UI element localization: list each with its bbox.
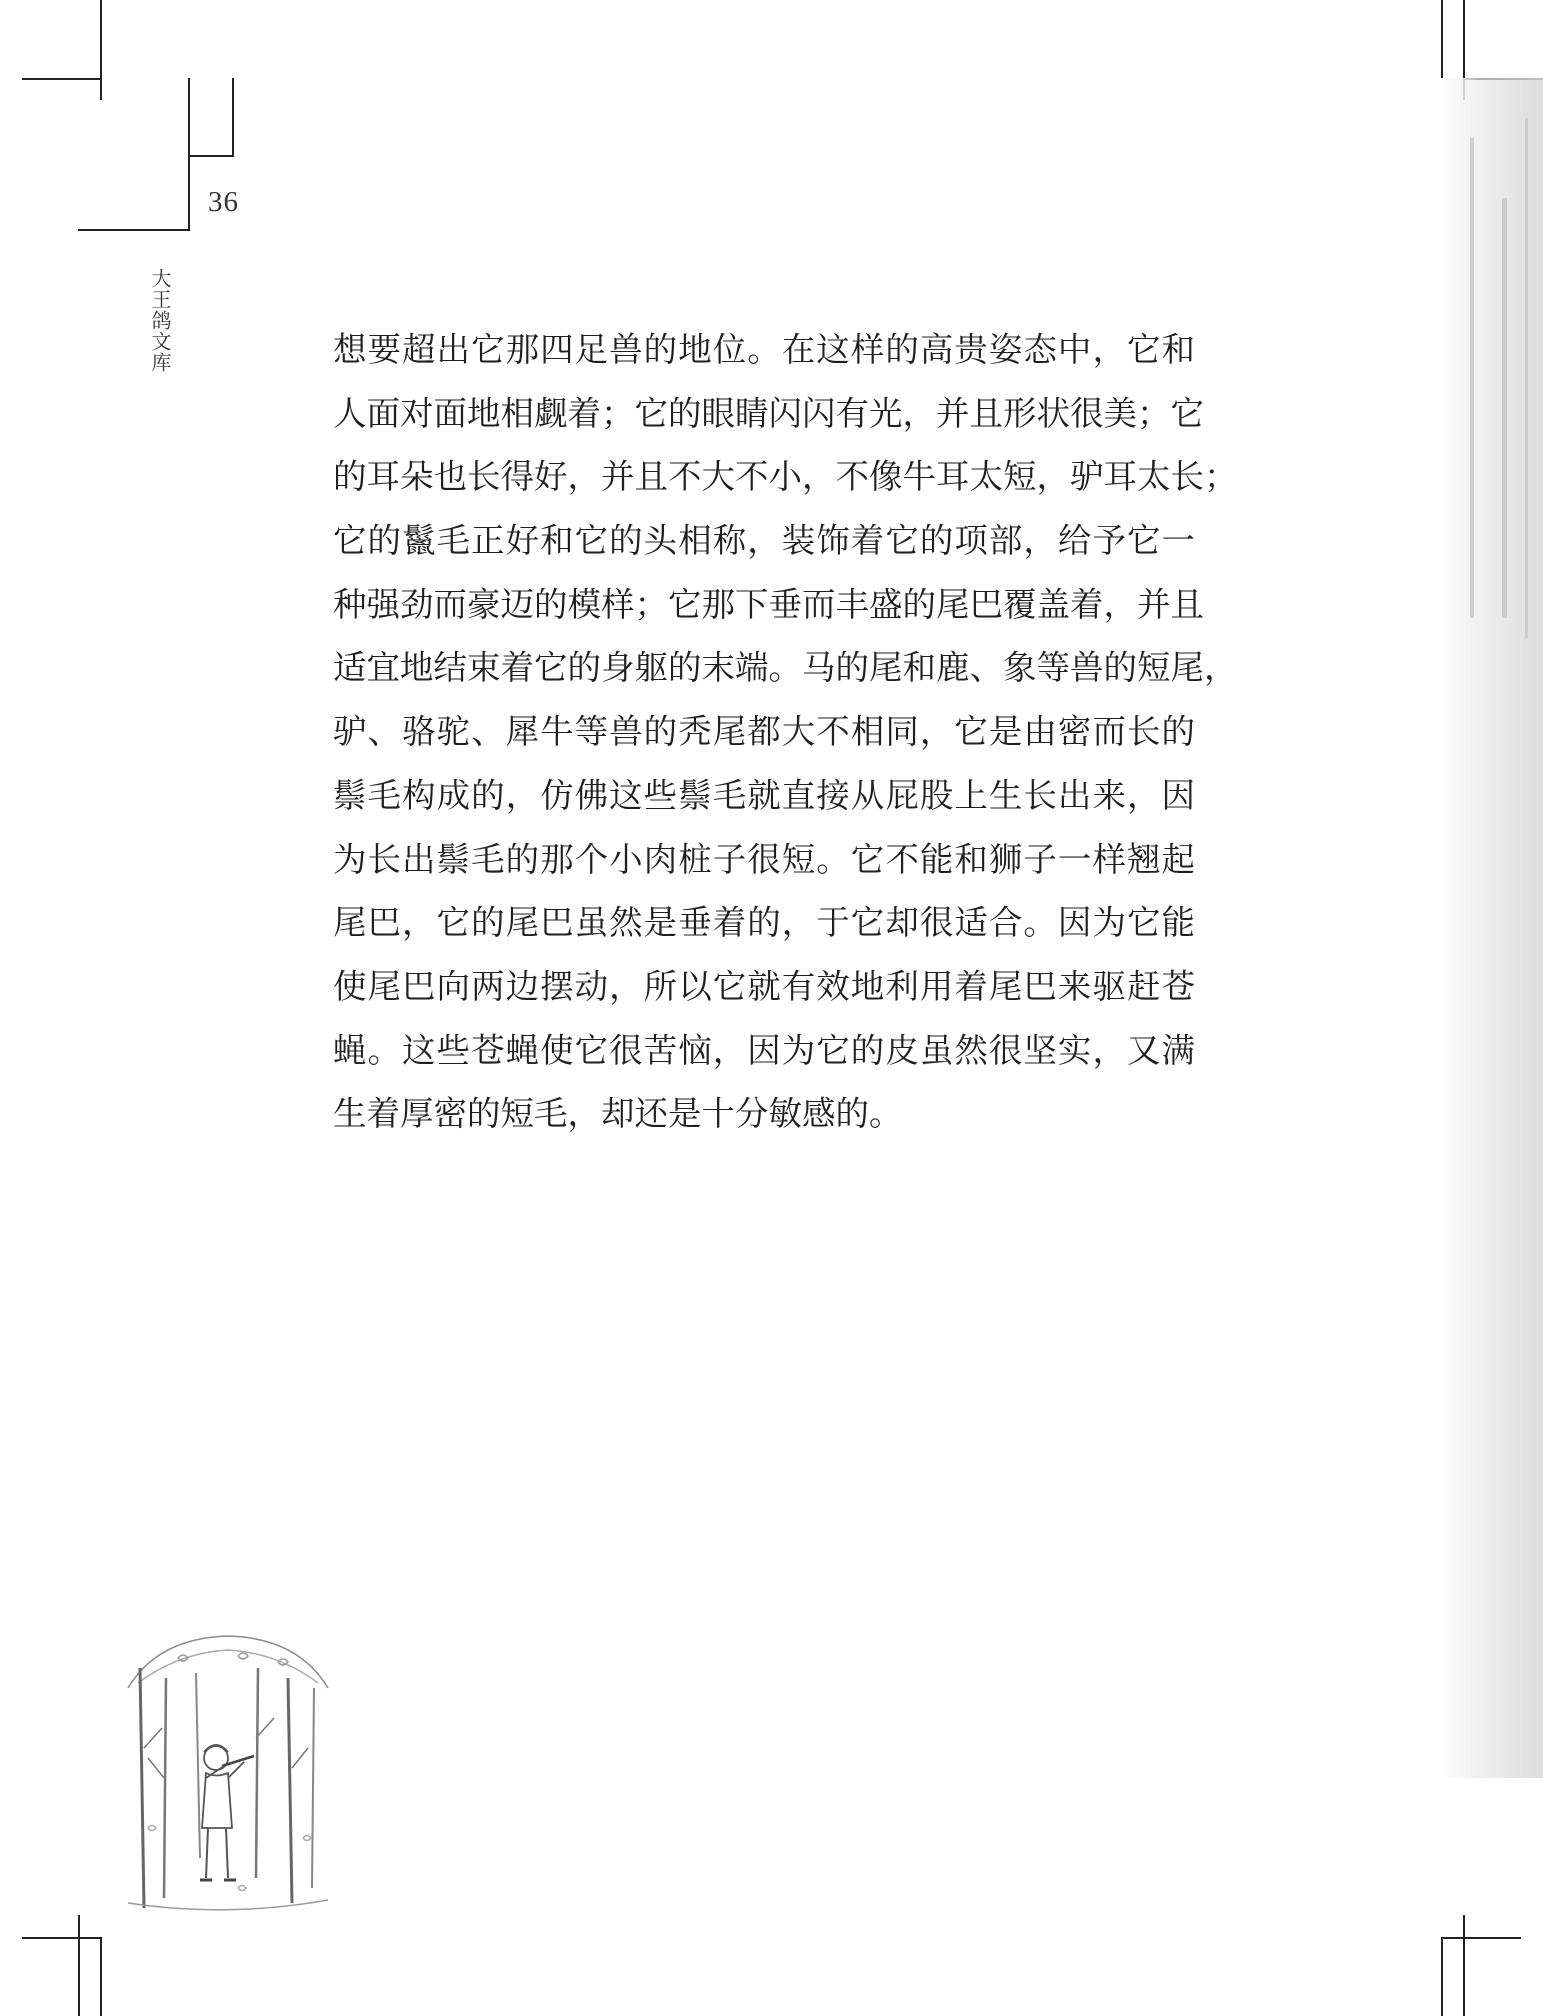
crop-mark xyxy=(1441,1937,1443,2016)
crop-mark xyxy=(188,155,190,231)
bleed-illustration xyxy=(1440,78,1543,1778)
text-line: 种强劲而豪迈的模样；它那下垂而丰盛的尾巴覆盖着，并且 xyxy=(333,584,1204,624)
text-line: 驴、骆驼、犀牛等兽的秃尾都大不相同，它是由密而长的 xyxy=(333,712,1195,752)
crop-mark xyxy=(100,1937,102,2016)
text-line: 人面对面地相觑着；它的眼睛闪闪有光，并且形状很美；它 xyxy=(333,393,1204,433)
text-line: 适宜地结束着它的身躯的末端。马的尾和鹿、象等兽的短尾， xyxy=(333,648,1238,688)
series-title: 大王鸽文库 xyxy=(148,268,172,373)
tree-trunk-shape xyxy=(1502,198,1507,618)
crop-mark xyxy=(232,78,234,157)
crop-mark xyxy=(22,78,102,80)
text-line: 的耳朵也长得好，并且不大不小，不像牛耳太短，驴耳太长； xyxy=(333,457,1238,497)
text-line: 使尾巴向两边摆动，所以它就有效地利用着尾巴来驱赶苍 xyxy=(333,966,1195,1006)
crop-mark xyxy=(1463,1915,1465,2016)
text-line: 鬃毛构成的，仿佛这些鬃毛就直接从屁股上生长出来，因 xyxy=(333,775,1195,815)
text-line: 蝇。这些苍蝇使它很苦恼，因为它的皮虽然很坚实，又满 xyxy=(333,1030,1195,1070)
crop-mark xyxy=(100,0,102,100)
tree-trunk-shape xyxy=(1470,138,1474,618)
crop-mark xyxy=(78,1915,80,2016)
crop-mark xyxy=(1441,0,1443,78)
text-line: 它的鬣毛正好和它的头相称，装饰着它的项部，给予它一 xyxy=(333,521,1195,561)
text-line: 尾巴，它的尾巴虽然是垂着的，于它却很适合。因为它能 xyxy=(333,903,1195,943)
crop-mark xyxy=(188,155,234,157)
text-line: 生着厚密的短毛，却还是十分敏感的。 xyxy=(333,1094,903,1134)
body-paragraph xyxy=(333,318,1238,1146)
text-line: 为长出鬃毛的那个小肉桩子很短。它不能和狮子一样翘起 xyxy=(333,839,1195,879)
page-number: 36 xyxy=(208,186,239,218)
forest-flute-boy-illustration xyxy=(118,1628,338,1928)
crop-mark xyxy=(78,229,190,231)
crop-mark xyxy=(188,78,190,156)
crop-mark xyxy=(22,1937,102,1939)
crop-mark xyxy=(1441,1937,1521,1939)
text-line: 想要超出它那四足兽的地位。在这样的高贵姿态中，它和 xyxy=(333,330,1195,369)
tree-trunk-shape xyxy=(1525,118,1528,638)
